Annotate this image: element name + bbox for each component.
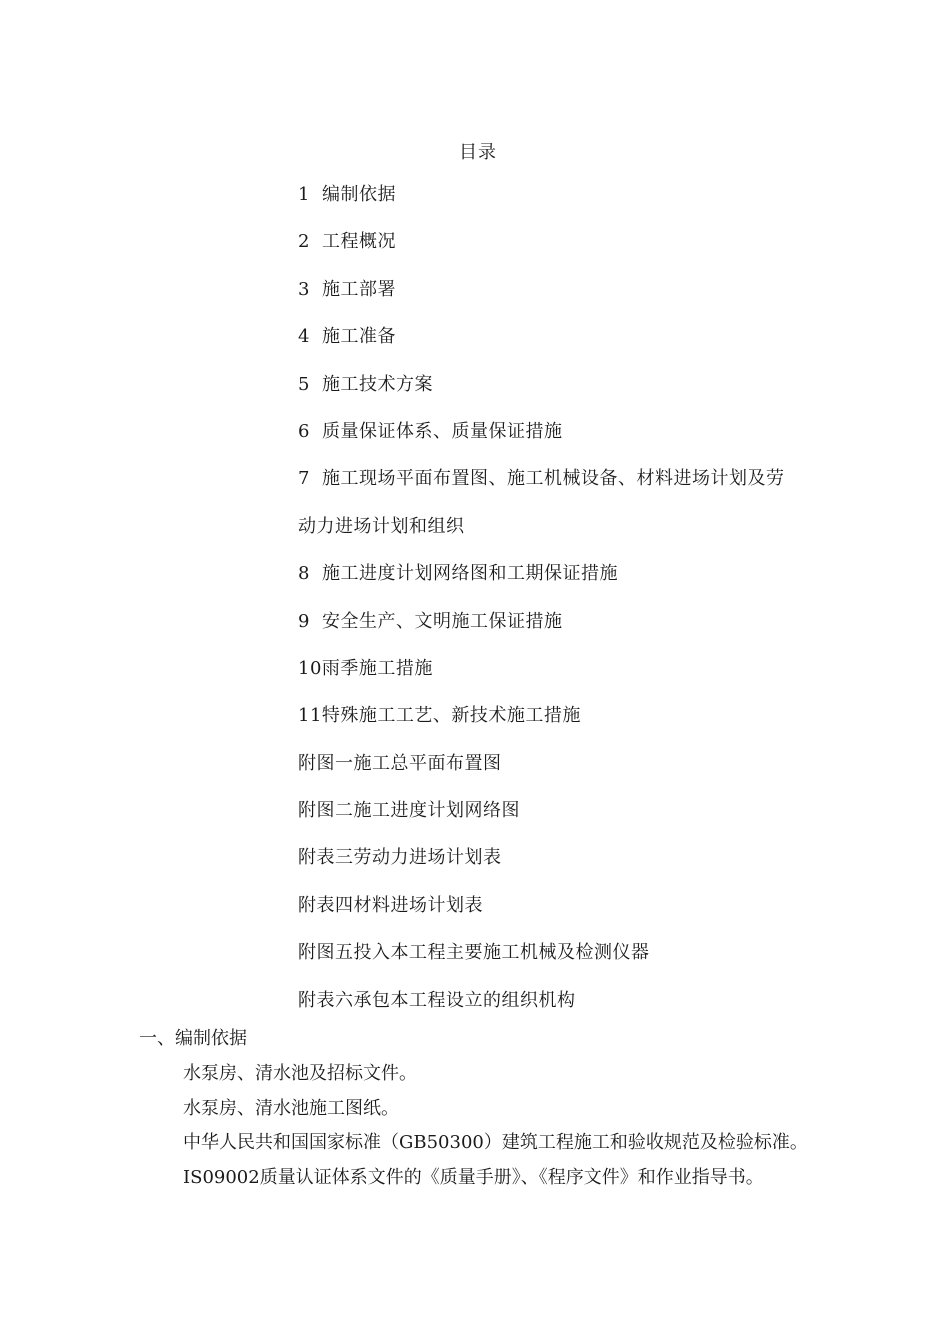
toc-item-text: 工程概况 <box>321 231 396 253</box>
toc-item-text: 雨季施工措施 <box>321 657 433 679</box>
toc-item <box>298 417 858 464</box>
toc-item-number: 8 <box>298 563 310 585</box>
toc-appendix-item <box>298 891 858 938</box>
toc-appendix-item <box>298 796 858 843</box>
toc-item-text: 附图五投入本工程主要施工机械及检测仪器 <box>298 942 650 964</box>
toc-item <box>298 701 858 748</box>
toc-item <box>298 464 858 511</box>
toc-item-text: 特殊施工工艺、新技术施工措施 <box>321 705 581 727</box>
toc-item-number: 5 <box>298 373 310 395</box>
toc-item-text: 动力进场计划和组织 <box>298 515 465 537</box>
body-paragraph: 中华人民共和国国家标准（GB50300）建筑工程施工和验收规范及检验标准。 <box>183 1132 808 1154</box>
toc-appendix-item <box>298 986 858 1033</box>
toc-item <box>298 559 858 606</box>
toc-appendix-item <box>298 843 858 890</box>
toc-item-number: 11 <box>298 705 322 727</box>
toc-item-text: 施工进度计划网络图和工期保证措施 <box>321 563 618 585</box>
toc-item-text: 施工准备 <box>321 326 396 348</box>
toc-item-text: 附图一施工总平面布置图 <box>298 752 502 774</box>
toc-item-number: 7 <box>298 468 310 490</box>
toc-item <box>298 322 858 369</box>
toc-item <box>298 370 858 417</box>
toc-item-number: 1 <box>298 184 310 205</box>
toc-item-text: 附表三劳动力进场计划表 <box>298 847 502 869</box>
toc-item-number: 9 <box>298 610 310 632</box>
toc-item <box>298 180 858 227</box>
toc-item-text: 施工技术方案 <box>321 373 433 395</box>
toc-item <box>298 654 858 701</box>
toc-item-text: 施工现场平面布置图、施工机械设备、材料进场计划及劳 <box>321 468 785 490</box>
toc-item-text: 附表四材料进场计划表 <box>298 894 483 916</box>
toc-appendix-item <box>298 938 858 985</box>
toc-appendix-item <box>298 749 858 796</box>
toc-item <box>298 607 858 654</box>
toc-item <box>298 275 858 322</box>
toc-item-text: 附图二施工进度计划网络图 <box>298 800 520 822</box>
toc-item-text: 附表六承包本工程设立的组织机构 <box>298 989 576 1011</box>
toc-item <box>298 227 858 274</box>
toc-item-number: 10 <box>298 657 322 679</box>
body-paragraph: 水泵房、清水池及招标文件。 <box>183 1063 417 1084</box>
toc-item-text: 安全生产、文明施工保证措施 <box>321 610 563 632</box>
toc-list <box>298 180 858 1033</box>
toc-item-number: 3 <box>298 278 310 300</box>
toc-item-number: 6 <box>298 420 310 442</box>
toc-title: 目录 <box>459 142 497 163</box>
toc-item-continuation <box>298 512 858 559</box>
section-body <box>183 1059 808 1198</box>
body-paragraph: IS09002质量认证体系文件的《质量手册》、《程序文件》和作业指导书。 <box>183 1167 764 1189</box>
section-heading: 一、编制依据 <box>139 1028 247 1049</box>
toc-item-text: 质量保证体系、质量保证措施 <box>321 420 563 442</box>
toc-item-text: 施工部署 <box>321 278 396 300</box>
body-paragraph: 水泵房、清水池施工图纸。 <box>183 1097 399 1119</box>
toc-item-number: 2 <box>298 231 310 253</box>
toc-item-text: 编制依据 <box>321 184 396 205</box>
toc-item-number: 4 <box>298 326 310 348</box>
